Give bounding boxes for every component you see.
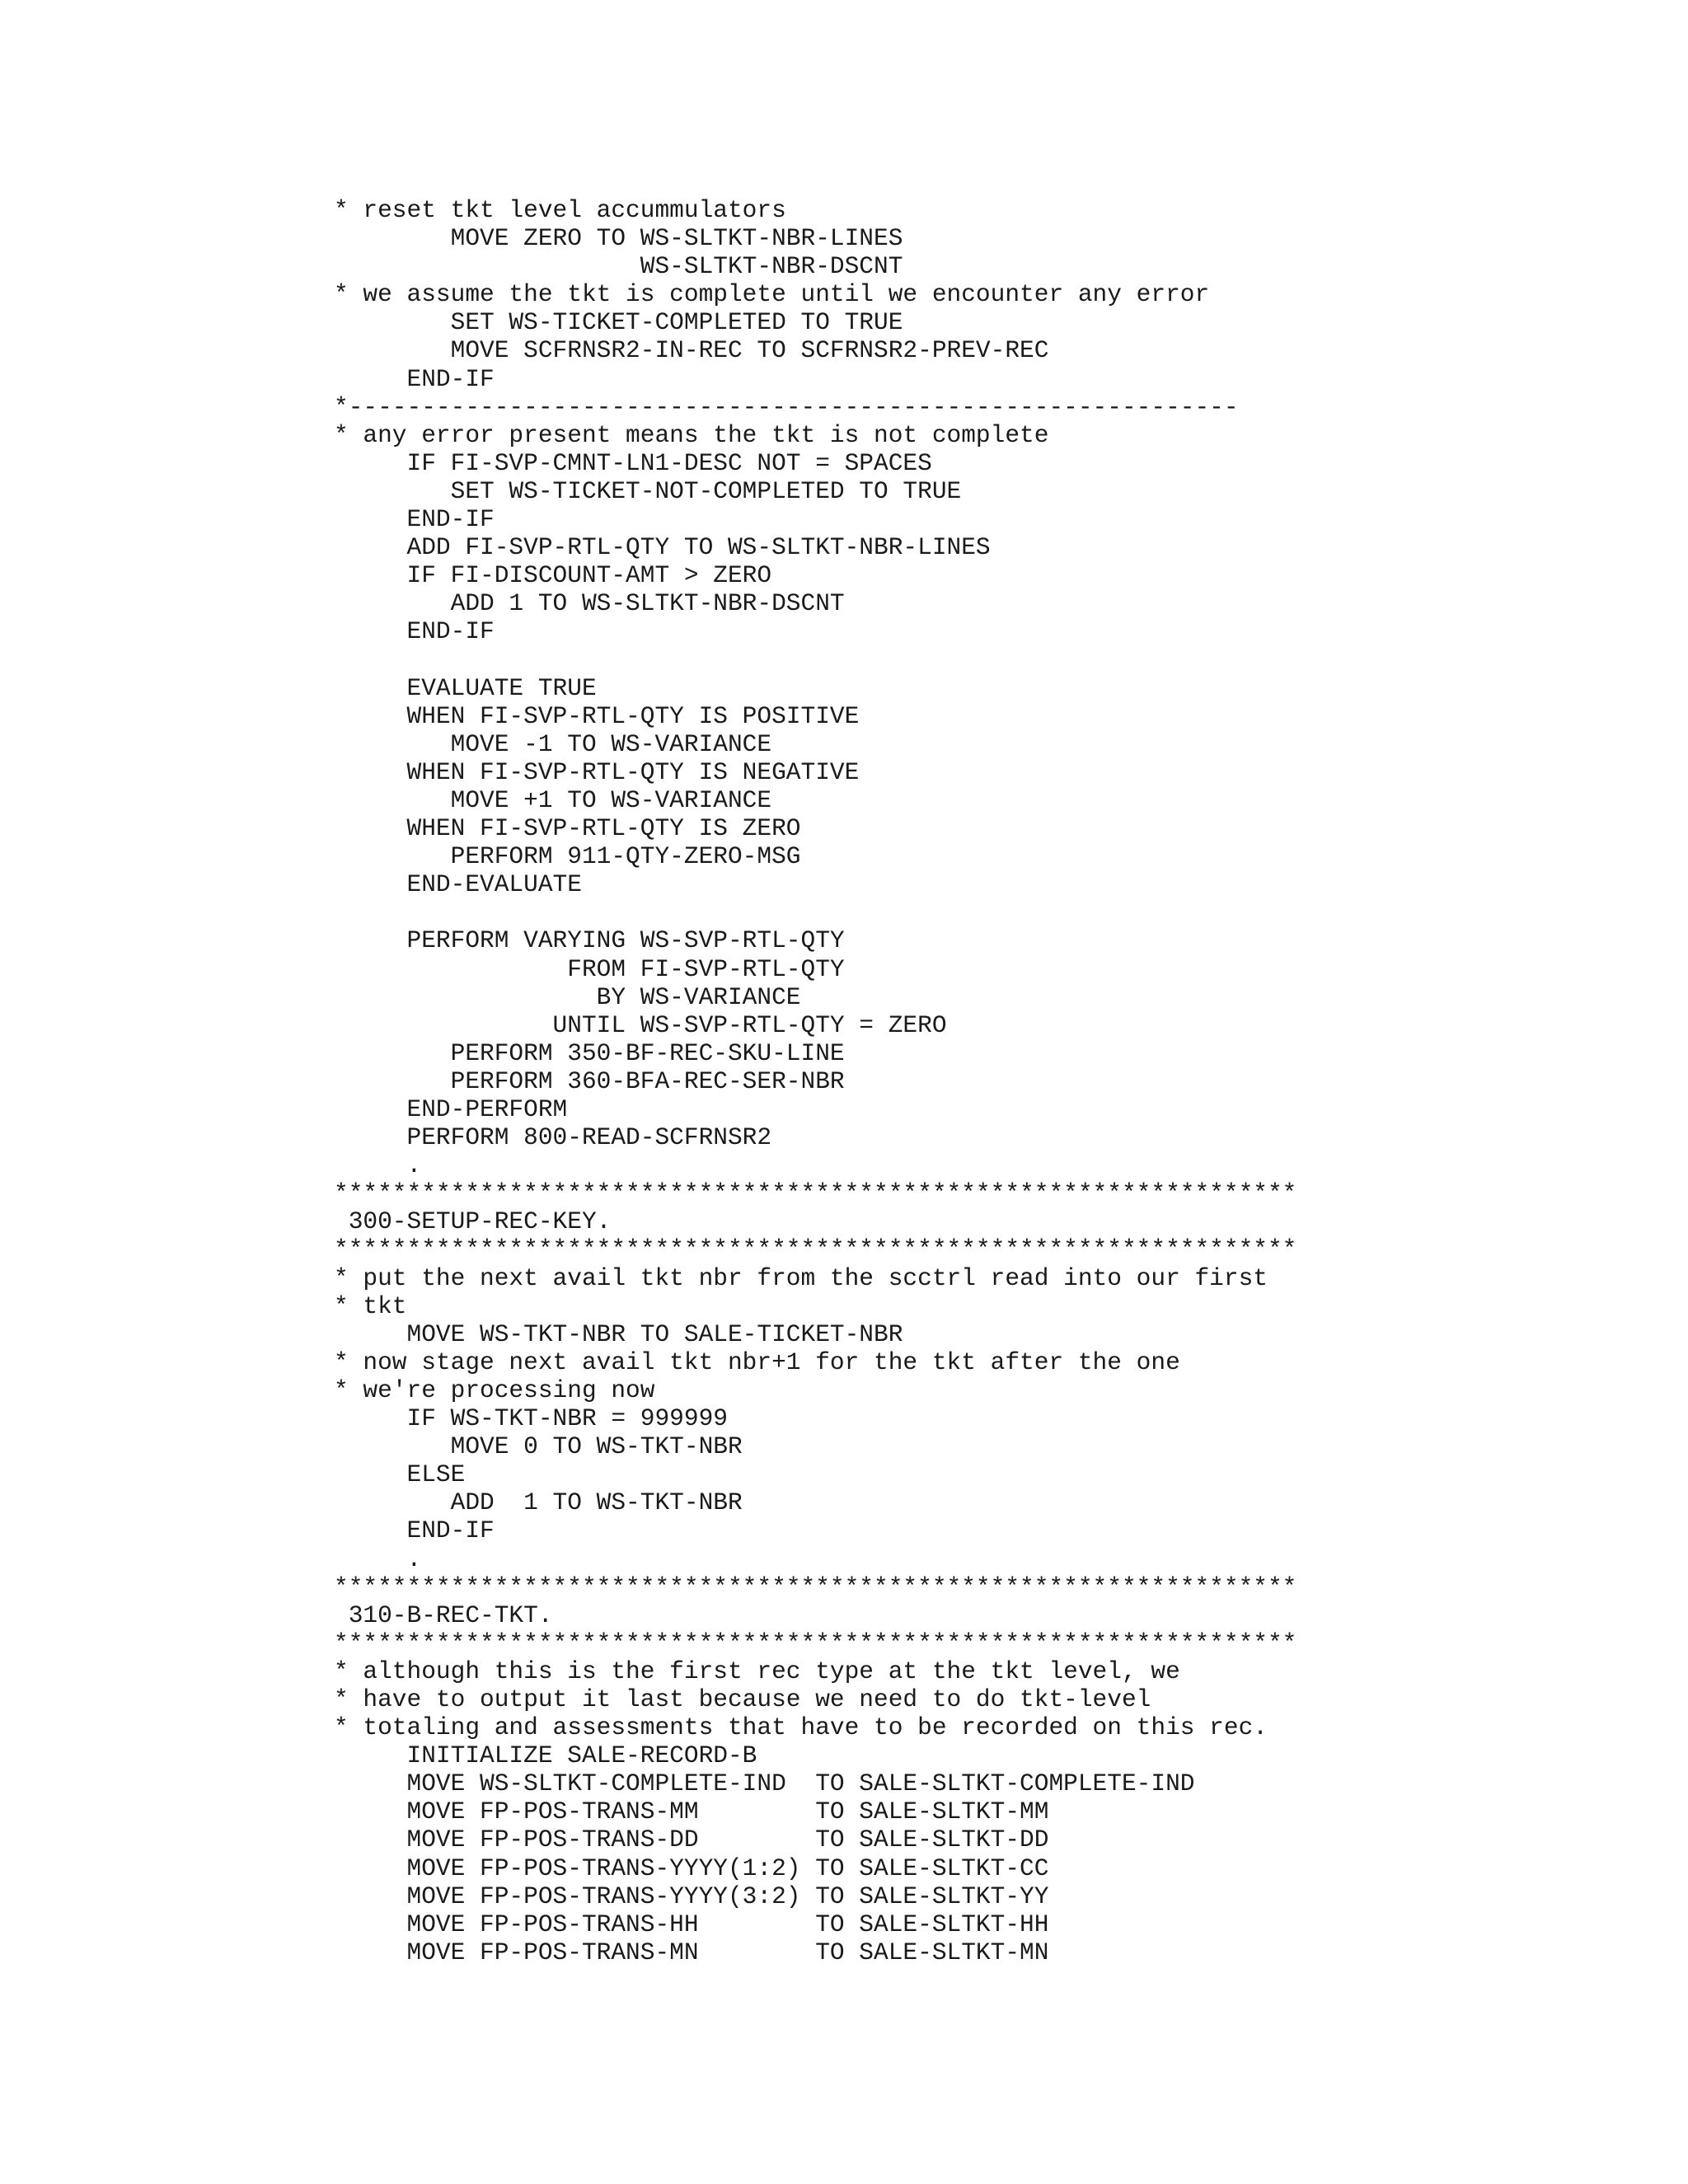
code-line: END-EVALUATE [334, 870, 582, 899]
code-line: ****************************************************************** [334, 1235, 1297, 1264]
code-line: * although this is the first rec type at the tkt level, we [334, 1657, 1180, 1685]
code-line: MOVE SCFRNSR2-IN-REC TO SCFRNSR2-PREV-REC [334, 336, 1049, 365]
code-line: * tkt [334, 1291, 407, 1320]
code-line: MOVE ZERO TO WS-SLTKT-NBR-LINES [334, 224, 903, 253]
code-line: IF FI-DISCOUNT-AMT > ZERO [334, 561, 772, 590]
code-line: PERFORM 360-BFA-REC-SER-NBR [334, 1066, 845, 1095]
code-line: UNTIL WS-SVP-RTL-QTY = ZERO [334, 1010, 947, 1039]
code-line: MOVE FP-POS-TRANS-MN TO SALE-SLTKT-MN [334, 1938, 1049, 1966]
code-line: INITIALIZE SALE-RECORD-B [334, 1741, 757, 1770]
code-line: PERFORM 800-READ-SCFRNSR2 [334, 1123, 772, 1152]
code-line: MOVE WS-TKT-NBR TO SALE-TICKET-NBR [334, 1319, 903, 1348]
code-line: ****************************************************************** [334, 1179, 1297, 1208]
code-line: * we assume the tkt is complete until we encounter any error [334, 280, 1210, 309]
code-line: ELSE [334, 1460, 466, 1489]
code-line: *------------------------------------------------------------- [334, 392, 1239, 421]
code-line [334, 898, 1296, 926]
code-line: . [334, 1544, 422, 1573]
code-line: MOVE FP-POS-TRANS-HH TO SALE-SLTKT-HH [334, 1910, 1049, 1938]
code-line: WHEN FI-SVP-RTL-QTY IS NEGATIVE [334, 757, 860, 786]
code-line: * now stage next avail tkt nbr+1 for the tkt after the one [334, 1347, 1180, 1376]
code-line: MOVE 0 TO WS-TKT-NBR [334, 1432, 743, 1461]
code-line: ****************************************************************** [334, 1629, 1297, 1657]
code-line: WHEN FI-SVP-RTL-QTY IS ZERO [334, 814, 801, 843]
code-line: FROM FI-SVP-RTL-QTY [334, 954, 845, 983]
code-line: PERFORM 911-QTY-ZERO-MSG [334, 842, 801, 871]
code-line [334, 646, 1296, 674]
code-line: 310-B-REC-TKT. [334, 1601, 553, 1629]
code-line: ADD FI-SVP-RTL-QTY TO WS-SLTKT-NBR-LINES [334, 533, 991, 562]
code-line: BY WS-VARIANCE [334, 982, 801, 1011]
code-line: . [334, 1151, 422, 1180]
code-line: WHEN FI-SVP-RTL-QTY IS POSITIVE [334, 701, 860, 730]
code-line: * reset tkt level accummulators [334, 196, 786, 224]
code-line: ADD 1 TO WS-SLTKT-NBR-DSCNT [334, 589, 845, 618]
code-line: MOVE FP-POS-TRANS-DD TO SALE-SLTKT-DD [334, 1825, 1049, 1854]
code-line: * we're processing now [334, 1376, 655, 1404]
code-line: WS-SLTKT-NBR-DSCNT [334, 252, 903, 281]
code-line: ****************************************************************** [334, 1572, 1297, 1601]
code-line: END-PERFORM [334, 1095, 568, 1123]
code-line: MOVE +1 TO WS-VARIANCE [334, 785, 772, 814]
code-line: END-IF [334, 617, 495, 646]
code-line: END-IF [334, 505, 495, 534]
code-line: SET WS-TICKET-NOT-COMPLETED TO TRUE [334, 476, 962, 505]
code-line: IF FI-SVP-CMNT-LN1-DESC NOT = SPACES [334, 448, 932, 477]
code-line: MOVE WS-SLTKT-COMPLETE-IND TO SALE-SLTKT-COMPLETE-IND [334, 1769, 1195, 1798]
code-line: IF WS-TKT-NBR = 999999 [334, 1404, 728, 1433]
code-line: PERFORM VARYING WS-SVP-RTL-QTY [334, 926, 845, 955]
code-line: * totaling and assessments that have to be recorded on this rec. [334, 1713, 1268, 1742]
code-line: SET WS-TICKET-COMPLETED TO TRUE [334, 308, 903, 337]
code-line: PERFORM 350-BF-REC-SKU-LINE [334, 1038, 845, 1067]
cobol-code-listing [334, 196, 1296, 1966]
code-line: END-IF [334, 1516, 495, 1545]
code-line: * have to output it last because we need to do tkt-level [334, 1685, 1151, 1713]
code-line: END-IF [334, 364, 495, 393]
code-line: ADD 1 TO WS-TKT-NBR [334, 1488, 743, 1517]
code-line: EVALUATE TRUE [334, 673, 597, 702]
code-line: MOVE FP-POS-TRANS-YYYY(1:2) TO SALE-SLTKT-CC [334, 1854, 1049, 1882]
code-line: MOVE -1 TO WS-VARIANCE [334, 729, 772, 758]
code-line: MOVE FP-POS-TRANS-YYYY(3:2) TO SALE-SLTKT-YY [334, 1882, 1049, 1910]
code-line: MOVE FP-POS-TRANS-MM TO SALE-SLTKT-MM [334, 1797, 1049, 1826]
code-line: * any error present means the tkt is not complete [334, 420, 1049, 449]
code-line: 300-SETUP-REC-KEY. [334, 1207, 612, 1236]
code-line: * put the next avail tkt nbr from the scctrl read into our first [334, 1263, 1268, 1292]
